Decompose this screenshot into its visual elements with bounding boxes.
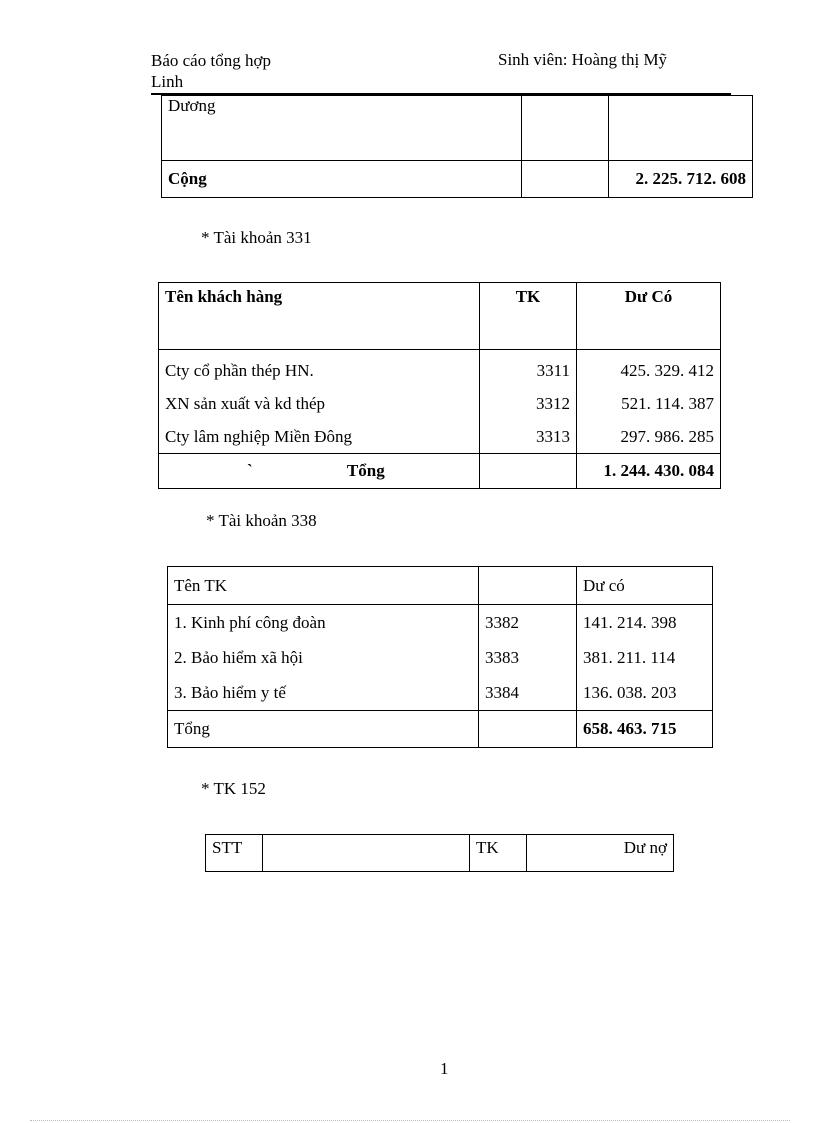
row-tk: 3383 [479, 640, 577, 675]
table-cell-tk [522, 96, 609, 161]
row-value: 297. 986. 285 [577, 420, 721, 454]
row-tk: 3311 [480, 350, 577, 388]
header-value: Dư Có [577, 283, 721, 350]
report-title [151, 50, 271, 92]
section-title-331: * Tài khoản 331 [201, 228, 312, 247]
row-name: Cty lâm nghiệp Miền Đông [159, 420, 480, 454]
table-row [159, 350, 721, 388]
total-tk [479, 711, 577, 748]
header-tk: TK [480, 283, 577, 350]
header-name: Tên khách hàng [159, 283, 480, 350]
table-row [168, 640, 713, 675]
table-header-row [206, 835, 674, 872]
account-152-table [205, 834, 674, 872]
table-row [159, 387, 721, 420]
row-name: 3. Bảo hiểm y tế [168, 675, 479, 711]
total-label: Tổng [168, 711, 479, 748]
row-name: 1. Kinh phí công đoàn [168, 605, 479, 641]
table-cell-name: Dương [162, 96, 522, 161]
row-tk: 3384 [479, 675, 577, 711]
account-338-table [167, 566, 713, 748]
header-value: Dư có [577, 567, 713, 605]
table-header-row [159, 283, 721, 350]
row-value: 136. 038. 203 [577, 675, 713, 711]
row-tk: 3313 [480, 420, 577, 454]
header-name [263, 835, 470, 872]
row-value: 425. 329. 412 [577, 350, 721, 388]
total-row [159, 454, 721, 489]
row-value: 141. 214. 398 [577, 605, 713, 641]
total-value: 1. 244. 430. 084 [577, 454, 721, 489]
total-label-cell [159, 454, 480, 489]
header-tk [479, 567, 577, 605]
header-value: Dư nợ [527, 835, 674, 872]
page-edge-divider [30, 1120, 790, 1121]
table-header-row [168, 567, 713, 605]
report-title-line1: Báo cáo tổng hợp [151, 51, 271, 70]
report-title-line2: Linh [151, 72, 184, 91]
header-tk: TK [470, 835, 527, 872]
table-row [159, 420, 721, 454]
table-row [162, 96, 753, 161]
row-tk: 3382 [479, 605, 577, 641]
table-row [168, 605, 713, 641]
section-title-152: * TK 152 [201, 779, 266, 798]
total-row [168, 711, 713, 748]
row-value: 521. 114. 387 [577, 387, 721, 420]
section-title-338: * Tài khoản 338 [206, 511, 317, 530]
row-tk: 3312 [480, 387, 577, 420]
row-name: 2. Bảo hiểm xã hội [168, 640, 479, 675]
table-row [168, 675, 713, 711]
continuation-table [161, 95, 753, 198]
total-label: Cộng [162, 161, 522, 198]
total-tk [480, 454, 577, 489]
page-number: 1 [440, 1059, 449, 1078]
stray-mark: ` [247, 461, 253, 480]
total-tk [522, 161, 609, 198]
header-name: Tên TK [168, 567, 479, 605]
total-row [162, 161, 753, 198]
header-stt: STT [206, 835, 263, 872]
table-cell-value [609, 96, 753, 161]
total-label: Tổng [346, 461, 385, 480]
total-value: 658. 463. 715 [577, 711, 713, 748]
row-value: 381. 211. 114 [577, 640, 713, 675]
row-name: Cty cổ phần thép HN. [159, 350, 480, 388]
total-value: 2. 225. 712. 608 [609, 161, 753, 198]
row-name: XN sản xuất và kd thép [159, 387, 480, 420]
student-name: Sinh viên: Hoàng thị Mỹ [498, 50, 668, 69]
account-331-table [158, 282, 721, 489]
